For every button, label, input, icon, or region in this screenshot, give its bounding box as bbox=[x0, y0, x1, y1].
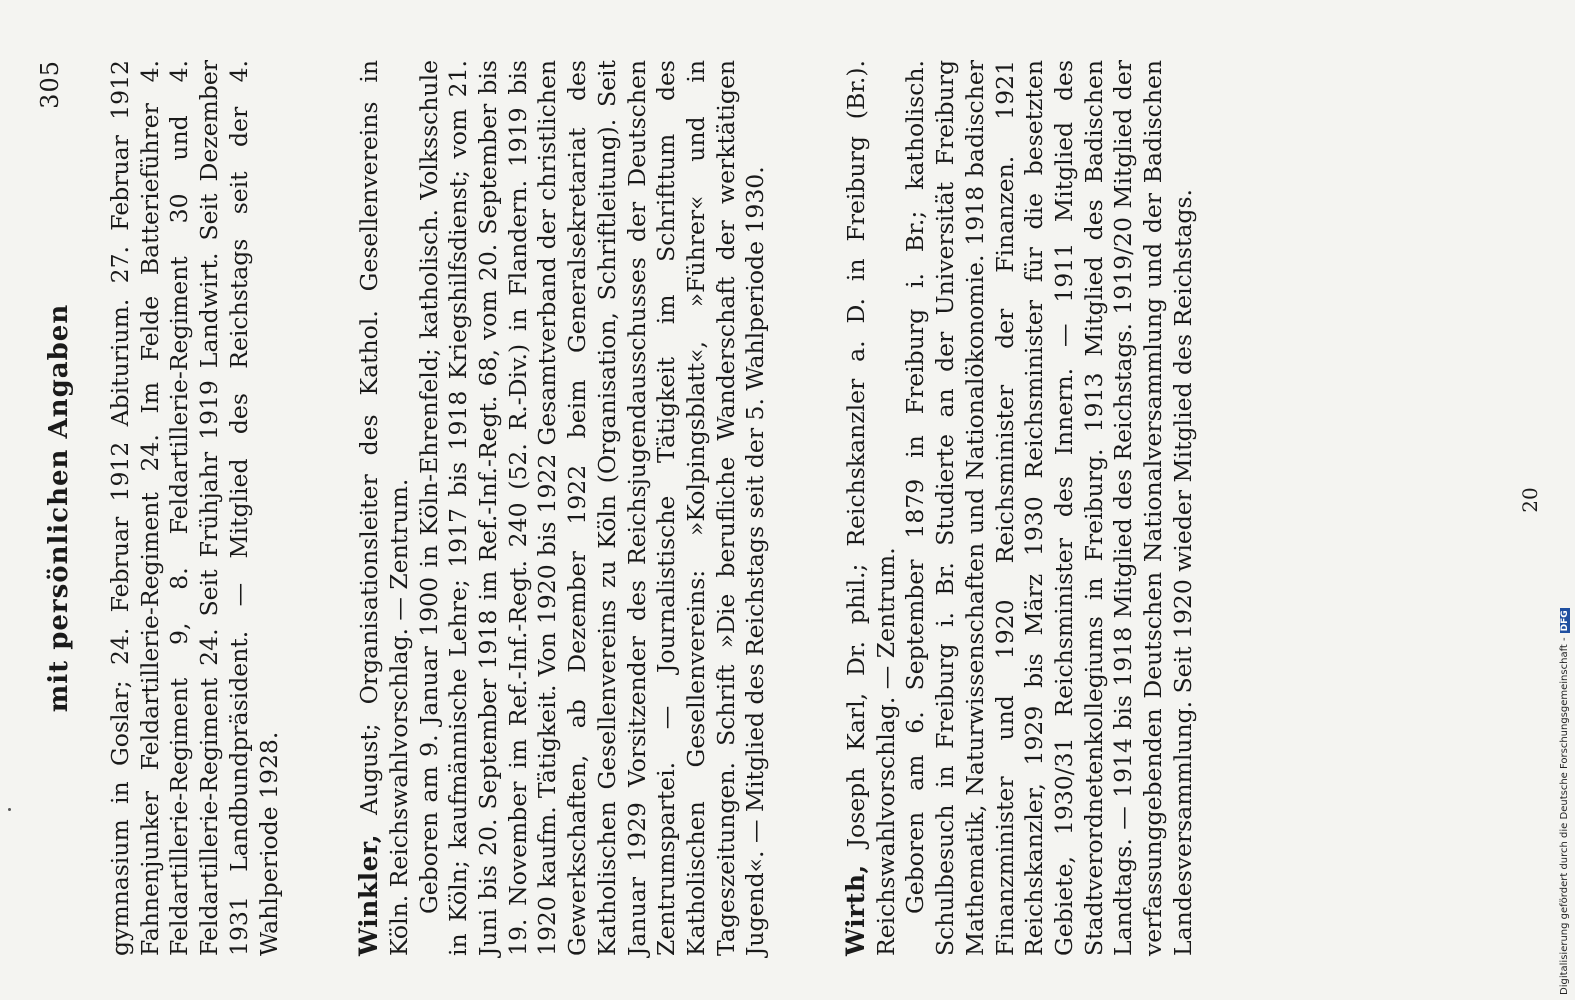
running-head-title: mit persönlichen Angaben bbox=[44, 303, 74, 713]
bottom-page-number: 20 bbox=[1518, 487, 1542, 513]
entry-heading-details: Joseph Karl, Dr. phil.; Reichskanzler a. D. in Freiburg (Br.). Reichswahlvorschlag. — Zentrum. bbox=[842, 60, 900, 956]
digitization-credit-strip bbox=[1555, 0, 1575, 1000]
dfg-logo-icon: DFG bbox=[1560, 610, 1570, 632]
biography-entry-winkler bbox=[354, 60, 771, 956]
entry-heading bbox=[841, 60, 901, 956]
entry-heading-details: August; Organisationsleiter des Kathol. Gesellenvereins in Köln. Reichswahlvorschlag. — Zentrum. bbox=[355, 60, 413, 956]
credit-text: Digitalisierung gefördert durch die Deutsche Forschungsgemeinschaft - bbox=[1559, 637, 1570, 995]
scan-speck bbox=[8, 808, 11, 811]
entry-name: Winkler, bbox=[354, 833, 384, 956]
biography-entry-wirth bbox=[841, 60, 1198, 956]
page-number: 305 bbox=[36, 60, 64, 109]
entry-biography: Geboren am 9. Januar 1900 in Köln-Ehrenfeld; katholisch. Volksschule in Köln; kaufmännische Lehre; 1917 bis 1918 Kriegshilfsdienst; vom 21. Juni bis 20. September 1918 im Ref.-Inf.-Regt. 68, vom 20. September bis 19. November im Ref.-Inf.-Regt. 240 (52. R.-Div.) in Flandern. 1919 bis 1920 kaufm. Tätigkeit. Von 1920 bis 1922 Gesamtverband der christlichen Gewerkschaften, ab Dezember 1922 beim Generalsekretariat des Katholischen Gesellenvereins zu Köln (Organisation, Schriftleitung). Seit Januar 1929 Vorsitzender des Reichsjugendausschusses der Deutschen Zentrumspartei. — Journalistische Tätigkeit im Schrifttum des Katholischen Gesellenvereins: »Kolpingsblatt«, »Führer« und in Tageszeitungen. Schrift »Die berufliche Wanderschaft der werktätigen Jugend«. — Mitglied des Reichstags seit der 5. Wahlperiode 1930. bbox=[414, 60, 770, 956]
digitization-credit bbox=[1559, 608, 1570, 995]
running-head bbox=[36, 60, 84, 956]
entry-biography: Geboren am 6. September 1879 in Freiburg i. Br.; katholisch. Schulbesuch in Freiburg i. Br. Studierte an der Universität Freiburg Mathematik, Naturwissenschaften und Nationalökonomie. 1918 badischer Finanzminister und 1920 Reichsminister der Finanzen. 1921 Reichskanzler, 1929 bis März 1930 Reichsminister für die besetzten Gebiete, 1930/31 Reichsminister des Innern. — 1911 Mitglied des Stadtverordnetenkollegiums in Freiburg. 1913 Mitglied des Badischen Landtags. — 1914 bis 1918 Mitglied des Reichstags. 1919/20 Mitglied der verfassunggebenden Deutschen Nationalversammlung und der Badischen Landesversammlung. Seit 1920 wieder Mitglied des Reichstags. bbox=[901, 60, 1197, 956]
entry-name: Wirth, bbox=[841, 864, 871, 956]
entry-heading bbox=[354, 60, 414, 956]
continuation-paragraph: gymnasium in Goslar; 24. Februar 1912 Abiturium. 27. Februar 1912 Fahnenjunker Feldartillerie-Regiment 24. Im Felde Batterieführer 4. Feldartillerie-Regiment 9, 8. Feldartillerie-Regiment 30 und 4. Feldartillerie-Regiment 24. Seit Frühjahr 1919 Landwirt. Seit Dezember 1931 Landbundpräsident. — Mitglied des Reichstags seit der 4. Wahlperiode 1928. bbox=[106, 60, 283, 956]
